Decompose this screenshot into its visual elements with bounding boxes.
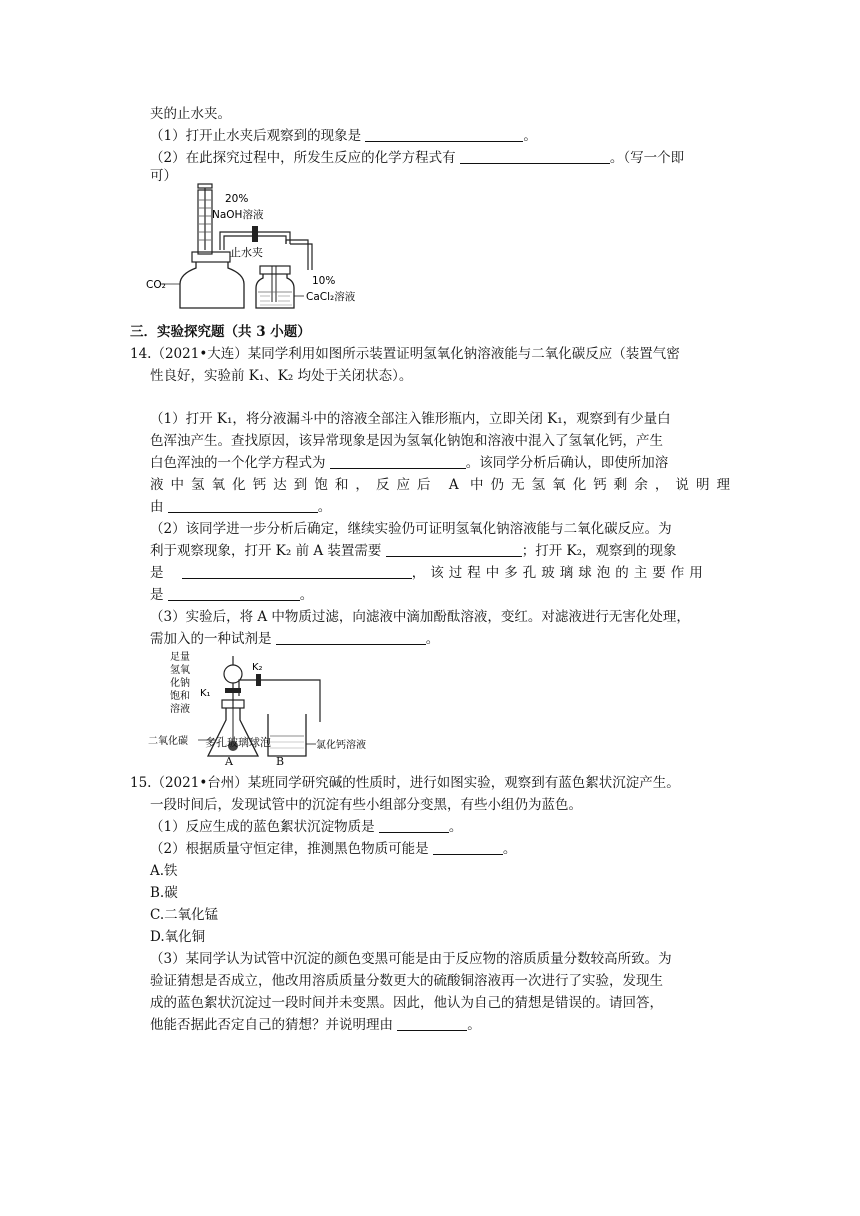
co2-label: 二氧化碳	[148, 736, 188, 747]
q15-part3-line4-end: 。	[467, 1017, 481, 1033]
q14-part3-line2-text: 需加入的一种试剂是	[150, 631, 272, 647]
q15-option-c[interactable]: C.二氧化锰	[150, 907, 219, 923]
outlet-tube	[239, 680, 320, 722]
q15-reason-blank[interactable]	[397, 1015, 467, 1031]
q14-part1-line2: 色浑浊产生。查找原因，该异常现象是因为氢氧化钠饱和溶液中混入了氢氧化钙，产生	[150, 433, 663, 449]
q14-part2-line3-text: 是	[150, 565, 164, 581]
q14-part2-line2-text: 利于观察现象，打开 K₂ 前 A 装置需要	[150, 543, 382, 559]
beaker-b	[268, 714, 306, 756]
funnel-label-1: 足量	[170, 652, 190, 663]
syringe-cap	[198, 184, 212, 188]
q13-part1-text: （1）打开止水夹后观察到的现象是	[150, 128, 362, 144]
k2-valve	[256, 674, 261, 686]
q14-prep-blank[interactable]	[386, 541, 522, 557]
q13-part2-text: （2）在此探究过程中，所发生反应的化学方程式有	[150, 150, 456, 166]
naoh-percent-label: 20%	[225, 193, 249, 205]
q15-part1	[150, 816, 462, 838]
q15-part3-line1: （3）某同学认为试管中沉淀的颜色变黑可能是由于反应物的溶质质量分数较高所致。为	[150, 951, 672, 967]
section-3-title: 三．实验探究题（共 3 小题）	[130, 324, 311, 340]
q15-part1-text: （1）反应生成的蓝色絮状沉淀物质是	[150, 819, 375, 835]
q15-part3-line4	[150, 1014, 481, 1036]
q14-part3-line2	[150, 628, 439, 650]
bulb-label: 多孔玻璃球泡	[205, 736, 271, 749]
q14-head-cont: 性良好，实验前 K₁、K₂ 均处于关闭状态）。	[150, 368, 413, 384]
q14-part3-line2-end: 。	[425, 631, 440, 647]
q14-part1-line4: 液中氢氧化钙达到饱和，反应后 A 中仍无氢氧化钙剩余，说明理	[150, 477, 730, 493]
q15-part1-end: 。	[448, 819, 463, 835]
q14-part2-line4-text: 是	[150, 587, 164, 603]
co2-label: CO₂	[146, 279, 166, 291]
q14-part3-line1: （3）实验后，将 A 中物质过滤，向滤液中滴加酚酞溶液，变红。对滤液进行无害化处理，	[150, 609, 690, 625]
q14-part2-line1: （2）该同学进一步分析后确定，继续实验仍可证明氢氧化钠溶液能与二氧化碳反应。为	[150, 521, 672, 537]
q15-part3-line2: 验证猜想是否成立，他改用溶质质量分数更大的硫酸铜溶液再一次进行了实验，发现生	[150, 973, 663, 989]
q14-part2-line2	[150, 540, 677, 562]
q15-part2-end: 。	[502, 841, 517, 857]
k2-label: K₂	[252, 662, 263, 673]
q14-part1-line3-text: 白色浑浊的一个化学方程式为	[150, 455, 326, 471]
small-bottle-stopper	[260, 266, 290, 274]
funnel-label-2: 氢氧	[170, 665, 190, 676]
q14-equation-blank[interactable]	[330, 453, 466, 469]
q14-part2-line4-end: 。	[299, 587, 314, 603]
water-clamp	[252, 226, 258, 242]
q13-part2-end: 。（写一个即	[609, 150, 685, 166]
q15-part2	[150, 838, 516, 860]
beaker-b-label: B	[276, 755, 285, 768]
q15-head: 15.（2021•台州）某班同学研究碱的性质时，进行如图实验，观察到有蓝色絮状沉淀产生。	[130, 775, 680, 791]
q14-bulb-purpose-blank[interactable]	[168, 585, 300, 601]
q13-part1-answer-blank[interactable]	[365, 126, 523, 142]
q13-part2	[150, 147, 684, 169]
cacl2-solution-label: CaCl₂溶液	[306, 291, 356, 303]
naoh-solution-label: NaOH溶液	[212, 209, 264, 221]
q14-phenomenon-blank[interactable]	[182, 563, 412, 579]
q15-option-b[interactable]: B.碳	[150, 885, 178, 901]
q15-option-a[interactable]: A.铁	[150, 863, 178, 879]
funnel-label-4: 饱和	[170, 691, 190, 702]
q13-apparatus-figure	[140, 180, 380, 310]
q14-part2-line2-end: ；打开 K₂，观察到的现象	[521, 543, 677, 559]
q14-part2-line3	[150, 562, 730, 584]
q15-option-d[interactable]: D.氧化铜	[150, 929, 206, 945]
q13-part2-cont: 可）	[150, 168, 177, 184]
q15-black-substance-blank[interactable]	[433, 839, 503, 855]
cacl2-label: 氯化钙溶液	[316, 740, 366, 751]
q14-head: 14.（2021•大连）某同学利用如图所示装置证明氢氧化钠溶液能与二氧化碳反应（装置气密	[130, 346, 680, 362]
cacl2-percent-label: 10%	[312, 275, 336, 287]
q15-head-cont: 一段时间后，发现试管中的沉淀有些小组部分变黑，有些小组仍为蓝色。	[150, 797, 582, 813]
q14-part1-line3	[150, 452, 668, 474]
q15-part3-line4-text: 他能否据此否定自己的猜想？并说明理由	[150, 1017, 393, 1033]
funnel-label-5: 溶液	[170, 704, 190, 715]
q15-precipitate-blank[interactable]	[379, 817, 449, 833]
q13-part1	[150, 125, 537, 147]
flask-a-label: A	[225, 755, 233, 768]
q13-part2-answer-blank[interactable]	[460, 148, 610, 164]
q15-part3-line3: 成的蓝色絮状沉淀过一段时间并未变黑。因此，他认为自己的猜想是错误的。请回答，	[150, 995, 663, 1011]
k1-label: K₁	[200, 688, 211, 699]
q14-part1-line3-end: 。该同学分析后确认，即使所加溶	[465, 455, 669, 471]
q14-part1-line5-end: 。	[317, 499, 332, 515]
q14-reason-blank[interactable]	[168, 497, 318, 513]
funnel-label-3: 化钠	[170, 678, 190, 689]
q14-part2-line3-end: ，该过程中多孔玻璃球泡的主要作用	[411, 565, 708, 581]
cacl2-bottle	[256, 274, 294, 308]
water-clamp-label: 止水夹	[230, 246, 263, 259]
q13-part1-end: 。	[523, 128, 537, 144]
q14-reagent-blank[interactable]	[276, 629, 426, 645]
q14-part1-line5	[150, 496, 331, 518]
q14-part2-line4	[150, 584, 313, 606]
q14-part1-line1: （1）打开 K₁，将分液漏斗中的溶液全部注入锥形瓶内，立即关闭 K₁，观察到有少量白	[150, 411, 671, 427]
q15-part2-text: （2）根据质量守恒定律，推测黑色物质可能是	[150, 841, 429, 857]
co2-bottle	[180, 262, 244, 308]
q13-tail: 夹的止水夹。	[150, 106, 231, 122]
q14-part1-line5-text: 由	[150, 499, 164, 515]
